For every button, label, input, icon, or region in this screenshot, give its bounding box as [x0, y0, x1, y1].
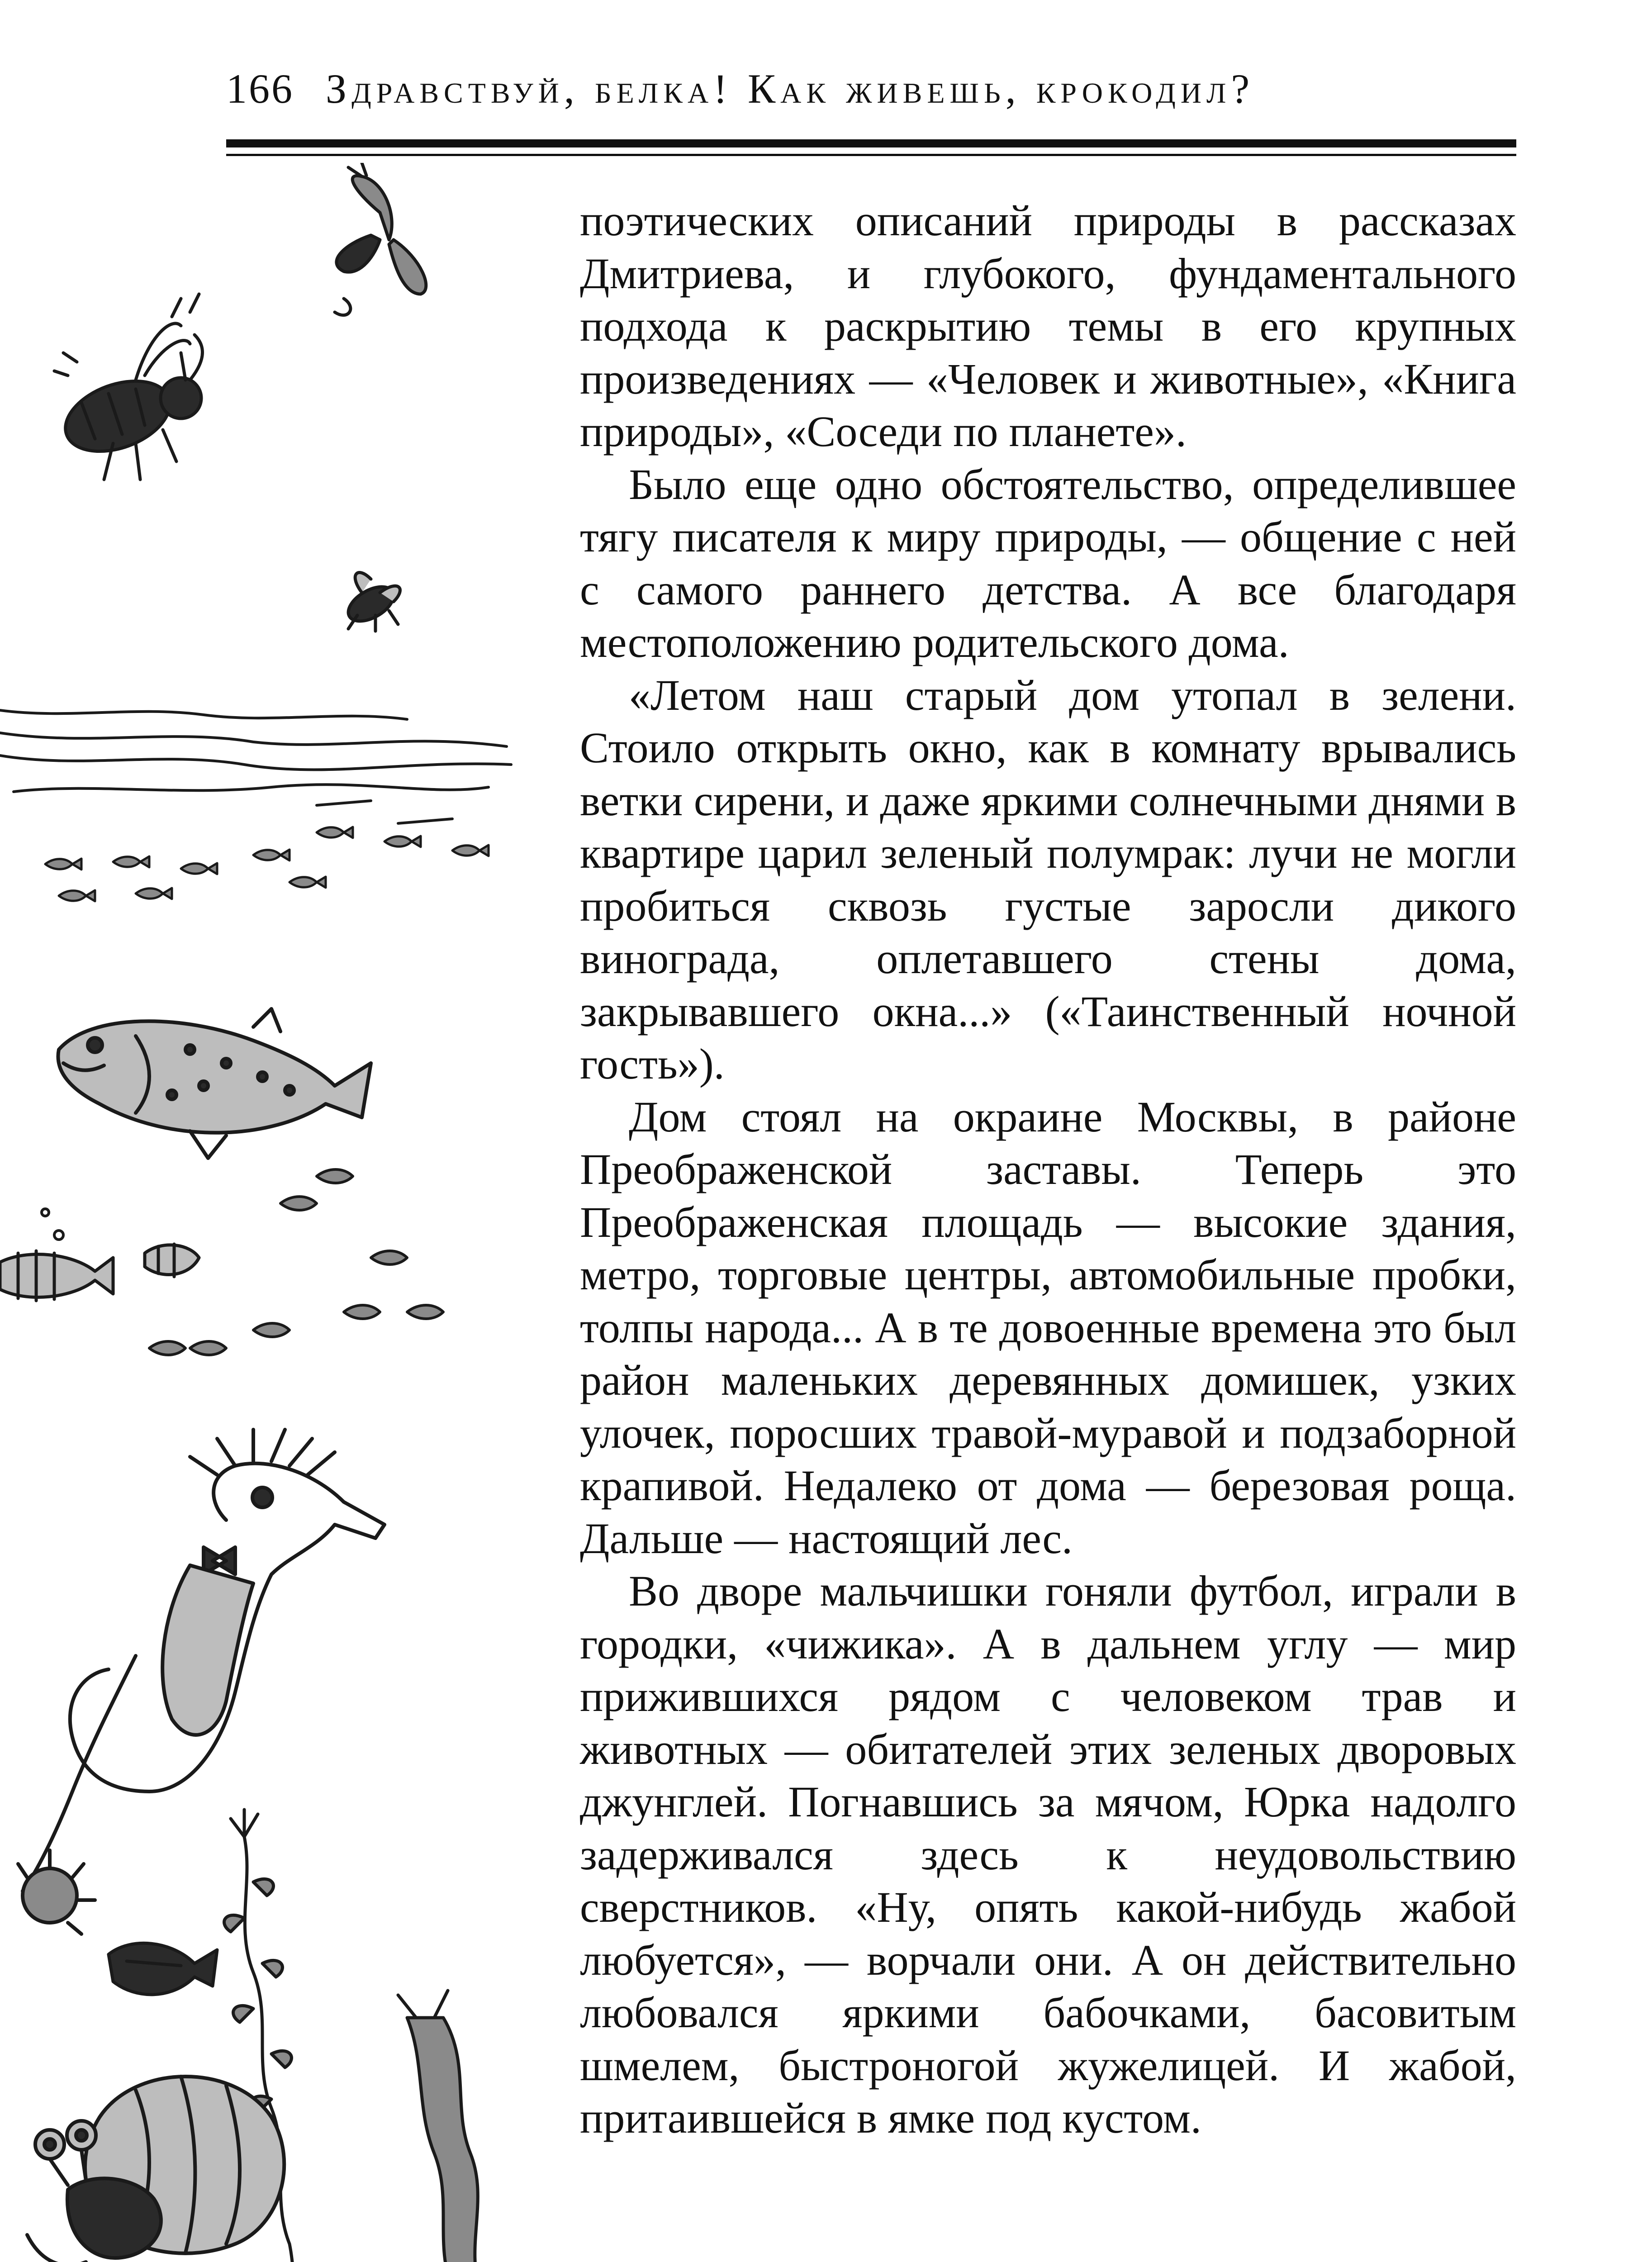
- striped-fish-icon: [0, 1244, 199, 1301]
- seaweed-icon: [317, 1991, 479, 2262]
- header-rule-thick: [226, 139, 1516, 147]
- paragraph: Было еще одно обстоятельство, определившее тягу писателя к миру природы, — общение с ней с самого раннего детства. А все благодаря местоположению родительского дома.: [580, 460, 1516, 666]
- page-header: [226, 66, 1515, 112]
- fly-icon: [342, 573, 400, 631]
- running-title: Здравствуй, белка! Как живешь, крокодил?: [326, 66, 1255, 112]
- header-rule-thin: [226, 154, 1516, 156]
- margin-illustration: [0, 163, 565, 2262]
- butterfly-icon: [335, 163, 426, 315]
- small-fish-icon: [109, 1943, 217, 1995]
- body-text: [580, 195, 1516, 2145]
- hermit-crab-icon: [27, 2077, 284, 2262]
- fish-school-icon: [45, 827, 489, 901]
- paragraph: «Летом наш старый дом утопал в зелени. Стоило открыть окно, как в комнату врывались ветки сирени, и даже яркими солнечными днями в квартире царил зеленый полумрак: лучи не могли пробиться сквозь густые заросли дикого винограда, оплетавшего стены дома, закрывавшего окна...» («Таинственный ночной гость»).: [580, 670, 1516, 1088]
- page-number: 166: [226, 66, 294, 112]
- seahorse-icon: [18, 1430, 385, 1934]
- paragraph: Дом стоял на окраине Москвы, в районе Преображенской заставы. Теперь это Преображенская площадь — высокие здания, метро, торговые центры, автомобильные пробки, толпы народа... А в те довоенные времена это был район маленьких деревянных домишек, узких улочек, поросших травой-муравой и подзаборной крапивой. Недалеко от дома — березовая роща. Дальше — настоящий лес.: [580, 1092, 1516, 1563]
- bumblebee-icon: [54, 294, 203, 480]
- water-waves-icon: [0, 710, 511, 823]
- paragraph: поэтических описаний природы в рассказах Дмитриева, и глубокого, фундаментального подхода к раскрытию темы в его крупных произведениях — «Человек и животные», «Книга природы», «Соседи по планете».: [580, 196, 1516, 456]
- paragraph: Во дворе мальчишки гоняли футбол, играли в городки, «чижика». А в дальнем углу — мир прижившихся рядом с человеком трав и животных — обитателей этих зеленых дворовых джунглей. Погнавшись за мячом, Юрка надолго задерживался здесь к неудовольствию сверстников. «Ну, опять какой-нибудь жабой любуется», — ворчали они. А он действительно любовался яркими бабочками, басовитым шмелем, быстроногой жужелицей. И жабой, притаившейся в ямке под кустом.: [580, 1567, 1516, 2142]
- fish-icon: [58, 1009, 371, 1158]
- small-fish-icon: [42, 1169, 443, 1355]
